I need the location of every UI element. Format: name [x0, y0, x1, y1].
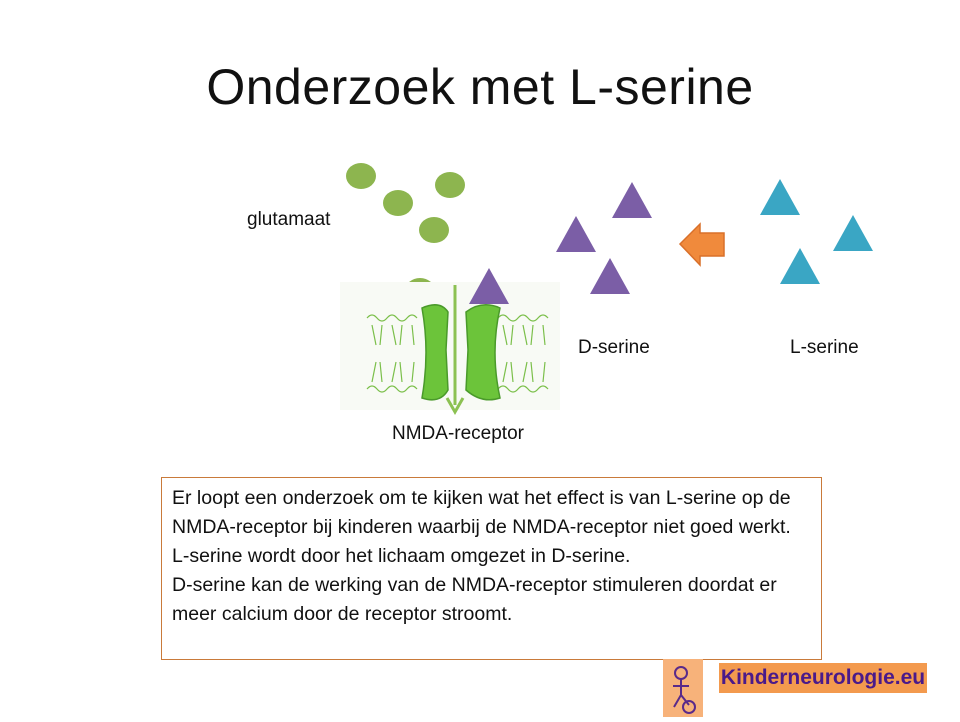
info-line: D-serine kan de werking van de NMDA-receptor stimuleren doordat er meer calcium door de receptor stroomt. — [172, 574, 777, 625]
info-line: L-serine wordt door het lichaam omgezet in D-serine. — [172, 545, 631, 567]
d-serine-molecule — [612, 182, 652, 218]
glutamaat-molecule — [419, 217, 449, 243]
glutamaat-molecule — [346, 163, 376, 189]
l-serine-molecule — [760, 179, 800, 215]
d-serine-molecule — [556, 216, 596, 252]
l-serine-molecules — [760, 179, 873, 284]
label-glutamaat: glutamaat — [247, 209, 331, 230]
nmda-receptor-membrane-icon — [340, 282, 560, 412]
kinderneurologie-logo-icon — [663, 659, 703, 717]
page-title: Onderzoek met L-serine — [206, 59, 754, 115]
info-line: Er loopt een onderzoek om te kijken wat het effect is van L-serine op de NMDA-receptor bij kinderen waarbij de NMDA-receptor niet goed werkt. — [172, 487, 791, 538]
glutamaat-molecule — [383, 190, 413, 216]
d-serine-molecules — [469, 182, 652, 304]
label-nmda-receptor: NMDA-receptor — [392, 423, 524, 444]
conversion-arrow-icon — [680, 224, 724, 265]
l-serine-molecule — [833, 215, 873, 251]
d-serine-molecule — [590, 258, 630, 294]
logo-text: Kinderneurologie.eu — [719, 663, 927, 693]
info-textbox — [161, 477, 822, 660]
kinderneurologie-logo[interactable] — [663, 657, 933, 717]
label-l-serine: L-serine — [790, 337, 859, 358]
l-serine-molecule — [780, 248, 820, 284]
label-d-serine: D-serine — [578, 337, 650, 358]
glutamaat-molecule — [435, 172, 465, 198]
